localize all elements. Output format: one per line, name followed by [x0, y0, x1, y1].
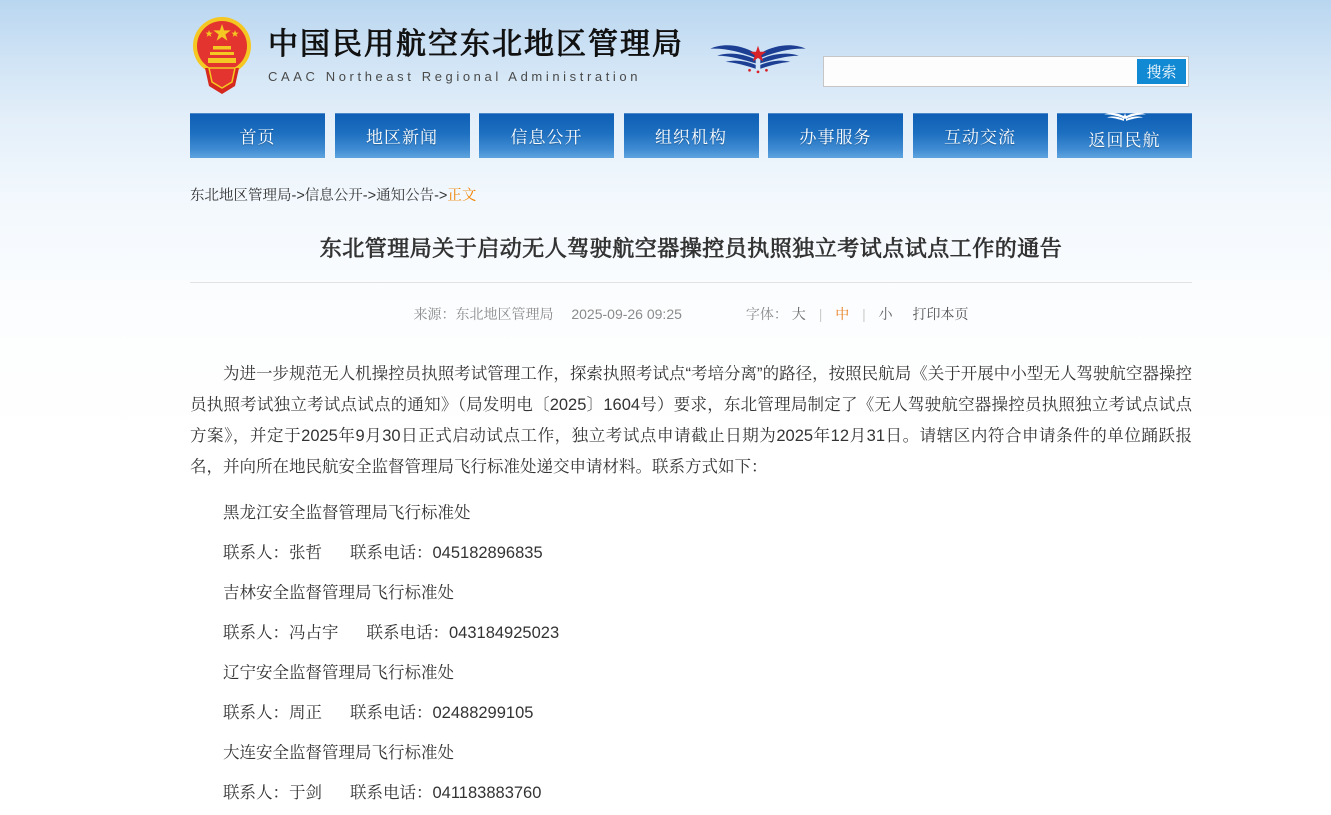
- site-brand-link[interactable]: [190, 14, 684, 98]
- site-name: 中国民用航空东北地区管理局: [268, 28, 684, 61]
- nav-item-services[interactable]: 办事服务: [768, 113, 903, 158]
- nav-item-organization[interactable]: 组织机构: [624, 113, 759, 158]
- breadcrumb: [190, 184, 1192, 205]
- person-name: 周正: [289, 704, 322, 722]
- article-source: [413, 304, 681, 324]
- person-label: 联系人：: [223, 704, 289, 722]
- person-name: 冯占宇: [289, 624, 339, 642]
- site-name-english: CAAC Northeast Regional Administration: [268, 69, 642, 84]
- nav-item-home[interactable]: 首页: [190, 113, 325, 158]
- phone-number: 02488299105: [432, 704, 534, 722]
- search-box: [823, 56, 1189, 87]
- article-body: [190, 359, 1192, 808]
- breadcrumb-trail[interactable]: 东北地区管理局->信息公开->通知公告->: [190, 188, 448, 204]
- font-size-controls: [746, 304, 969, 324]
- font-size-large-button[interactable]: 大: [791, 306, 806, 322]
- person-name: 于剑: [289, 784, 322, 802]
- page-container: [190, 0, 1192, 808]
- contact-detail: [190, 528, 1192, 568]
- contact-detail: [190, 608, 1192, 648]
- national-emblem-icon: [190, 16, 254, 98]
- site-titles: [268, 28, 684, 84]
- caac-wings-icon: [708, 41, 808, 75]
- person-label: 联系人：: [223, 544, 289, 562]
- breadcrumb-current: 正文: [447, 188, 477, 204]
- white-wings-icon: [1103, 111, 1147, 126]
- main-nav: [190, 113, 1192, 158]
- nav-item-regional-news[interactable]: 地区新闻: [335, 113, 470, 158]
- article-title: 东北管理局关于启动无人驾驶航空器操控员执照独立考试点试点工作的通告: [319, 236, 1063, 261]
- separator: |: [862, 306, 866, 322]
- phone-label: 联系电话：: [350, 784, 433, 802]
- phone-number: 045182896835: [432, 544, 543, 562]
- phone-label: 联系电话：: [350, 704, 433, 722]
- nav-item-info-disclosure[interactable]: 信息公开: [479, 113, 614, 158]
- article-paragraph: 为进一步规范无人机操控员执照考试管理工作，探索执照考试点“考培分离”的路径，按照民航局《关于开展中小型无人驾驶航空器操控员执照考试独立考试点试点的通知》（局发明电〔2025〕1604号）要求，东北管理局制定了《无人驾驶航空器操控员执照独立考试点试点方案》，并定于2025年9月30日正式启动试点工作，独立考试点申请截止日期为2025年12月31日。请辖区内符合申请条件的单位踊跃报名，并向所在地民航安全监督管理局飞行标准处递交申请材料。联系方式如下：: [190, 365, 1192, 476]
- font-size-medium-button[interactable]: 中: [835, 306, 850, 322]
- search-button[interactable]: 搜索: [1137, 59, 1186, 84]
- phone-label: 联系电话：: [350, 544, 433, 562]
- phone-number: 043184925023: [449, 624, 560, 642]
- font-size-small-button[interactable]: 小: [878, 306, 893, 322]
- nav-item-return-caac[interactable]: 返回民航: [1057, 113, 1192, 158]
- search-input[interactable]: [826, 59, 1137, 84]
- contact-detail: [190, 768, 1192, 808]
- contact-office: 黑龙江安全监督管理局飞行标准处: [223, 504, 471, 522]
- phone-number: 041183883760: [432, 784, 542, 802]
- person-label: 联系人：: [223, 784, 289, 802]
- title-divider: [190, 282, 1192, 283]
- nav-item-interaction[interactable]: 互动交流: [913, 113, 1048, 158]
- phone-label: 联系电话：: [366, 624, 449, 642]
- separator: |: [818, 306, 823, 322]
- person-label: 联系人：: [223, 624, 289, 642]
- article-meta: [190, 304, 1192, 324]
- publish-datetime: 2025-09-26 09:25: [571, 306, 682, 322]
- contact-detail: [190, 688, 1192, 728]
- person-name: 张哲: [289, 544, 322, 562]
- contact-office: 辽宁安全监督管理局飞行标准处: [223, 664, 454, 682]
- source-label: 来源：东北地区管理局: [413, 306, 554, 322]
- site-header: [190, 0, 1192, 112]
- font-label: 字体：: [745, 306, 788, 322]
- contact-office: 吉林安全监督管理局飞行标准处: [223, 584, 454, 602]
- print-page-button[interactable]: 打印本页: [912, 306, 969, 322]
- contact-office: 大连安全监督管理局飞行标准处: [223, 744, 454, 762]
